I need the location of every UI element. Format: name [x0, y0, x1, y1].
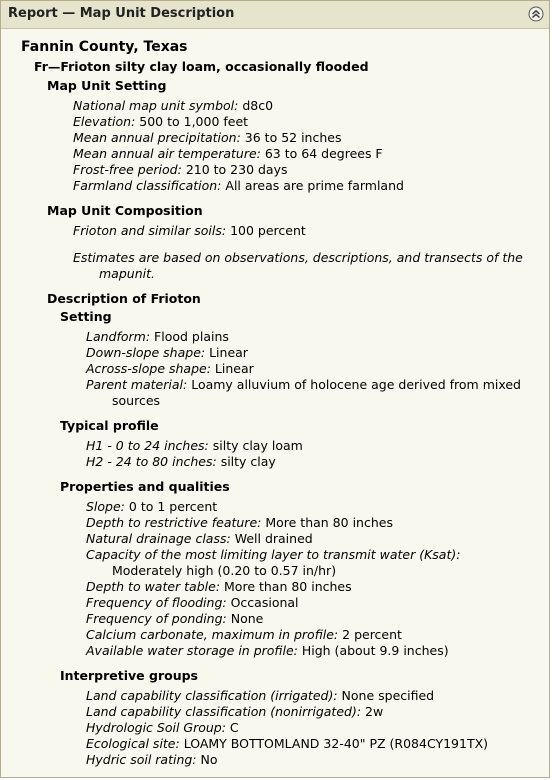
description-setting-row	[86, 361, 254, 376]
row-label: Depth to restrictive feature:	[86, 515, 262, 530]
row-value: All areas are prime farmland	[225, 178, 404, 193]
row-label: Natural drainage class:	[86, 531, 231, 546]
properties-heading: Properties and qualities	[60, 479, 230, 494]
interpretive-row	[86, 720, 239, 735]
row-value: High (about 9.9 inches)	[301, 643, 449, 658]
row-label: Land capability classification (nonirrigated):	[86, 704, 362, 719]
description-setting-row	[86, 345, 248, 360]
row-label: Mean annual precipitation:	[73, 130, 241, 145]
report-titlebar	[1, 1, 549, 29]
estimates-note-line2: mapunit.	[99, 266, 155, 281]
row-label: Calcium carbonate, maximum in profile:	[86, 627, 339, 642]
row-value: LOAMY BOTTOMLAND 32-40" PZ (R084CY191TX)	[183, 736, 489, 751]
property-row	[86, 611, 263, 626]
property-row	[86, 547, 460, 562]
map-unit-title: Fr—Frioton silty clay loam, occasionally flooded	[34, 59, 369, 74]
row-value: 0 to 1 percent	[128, 499, 218, 514]
report-title: Report — Map Unit Description	[8, 6, 235, 21]
row-value: d8c0	[242, 98, 274, 113]
row-value: 2 percent	[342, 627, 402, 642]
row-label: Ecological site:	[86, 736, 180, 751]
property-row	[86, 595, 299, 610]
row-label: H2 - 24 to 80 inches:	[86, 454, 217, 469]
row-value: 210 to 230 days	[185, 162, 288, 177]
row-value: More than 80 inches	[224, 579, 352, 594]
property-row	[86, 499, 217, 514]
row-label: Depth to water table:	[86, 579, 221, 594]
row-label: Slope:	[86, 499, 125, 514]
row-value: 63 to 64 degrees F	[264, 146, 383, 161]
map-unit-composition-heading: Map Unit Composition	[47, 203, 203, 218]
row-label: Capacity of the most limiting layer to transmit water (Ksat):	[86, 547, 461, 562]
row-value: Linear	[214, 361, 254, 376]
row-value: Flood plains	[154, 329, 229, 344]
interpretive-row	[86, 704, 383, 719]
row-label: Land capability classification (irrigated):	[86, 688, 338, 703]
row-label: Elevation:	[73, 114, 136, 129]
row-label: Frequency of ponding:	[86, 611, 227, 626]
property-row	[86, 643, 449, 658]
row-value: None	[230, 611, 264, 626]
row-value: 500 to 1,000 feet	[139, 114, 249, 129]
setting-row	[73, 178, 404, 193]
row-label: H1 - 0 to 24 inches:	[86, 438, 209, 453]
collapse-icon[interactable]	[528, 6, 544, 22]
row-value-continued: Moderately high (0.20 to 0.57 in/hr)	[112, 563, 337, 578]
property-row	[86, 579, 352, 594]
description-setting-row	[86, 329, 229, 344]
setting-row	[73, 146, 383, 161]
row-value: No	[200, 752, 218, 767]
interpretive-heading: Interpretive groups	[60, 668, 198, 683]
description-setting-row	[86, 377, 521, 392]
setting-row	[73, 162, 288, 177]
row-value: More than 80 inches	[265, 515, 393, 530]
setting-row	[73, 114, 248, 129]
row-value: C	[229, 720, 239, 735]
row-label: Frioton and similar soils:	[73, 223, 227, 238]
description-setting-heading: Setting	[60, 309, 112, 324]
row-value: 2w	[365, 704, 384, 719]
property-row	[86, 531, 313, 546]
row-value-continued: sources	[112, 393, 161, 408]
setting-row	[73, 98, 273, 113]
description-heading: Description of Frioton	[47, 291, 201, 306]
row-label: Farmland classification:	[73, 178, 222, 193]
profile-row	[86, 438, 303, 453]
interpretive-row	[86, 752, 218, 767]
row-label: Frost-free period:	[73, 162, 182, 177]
property-row	[86, 627, 402, 642]
interpretive-row	[86, 688, 434, 703]
row-value: silty clay	[220, 454, 276, 469]
row-label: National map unit symbol:	[73, 98, 239, 113]
map-unit-setting-heading: Map Unit Setting	[47, 78, 167, 93]
county-title: Fannin County, Texas	[21, 39, 188, 55]
property-row	[86, 515, 393, 530]
row-value: silty clay loam	[212, 438, 303, 453]
row-value: None specified	[341, 688, 435, 703]
typical-profile-heading: Typical profile	[60, 418, 159, 433]
composition-row	[73, 223, 306, 238]
row-label: Frequency of flooding:	[86, 595, 227, 610]
row-value: 100 percent	[230, 223, 306, 238]
interpretive-row	[86, 736, 488, 751]
row-label: Mean annual air temperature:	[73, 146, 261, 161]
row-label: Hydric soil rating:	[86, 752, 197, 767]
row-label: Available water storage in profile:	[86, 643, 298, 658]
row-value: Well drained	[234, 531, 313, 546]
estimates-note-line1: Estimates are based on observations, descriptions, and transects of the	[73, 250, 523, 265]
row-label: Across-slope shape:	[86, 361, 211, 376]
row-label: Down-slope shape:	[86, 345, 206, 360]
row-label: Hydrologic Soil Group:	[86, 720, 226, 735]
profile-row	[86, 454, 276, 469]
row-value: Occasional	[230, 595, 299, 610]
setting-row	[73, 130, 341, 145]
row-value: Loamy alluvium of holocene age derived from mixed	[191, 377, 521, 392]
row-label: Parent material:	[86, 377, 188, 392]
row-value: 36 to 52 inches	[244, 130, 342, 145]
row-label: Landform:	[86, 329, 151, 344]
row-value: Linear	[209, 345, 248, 360]
